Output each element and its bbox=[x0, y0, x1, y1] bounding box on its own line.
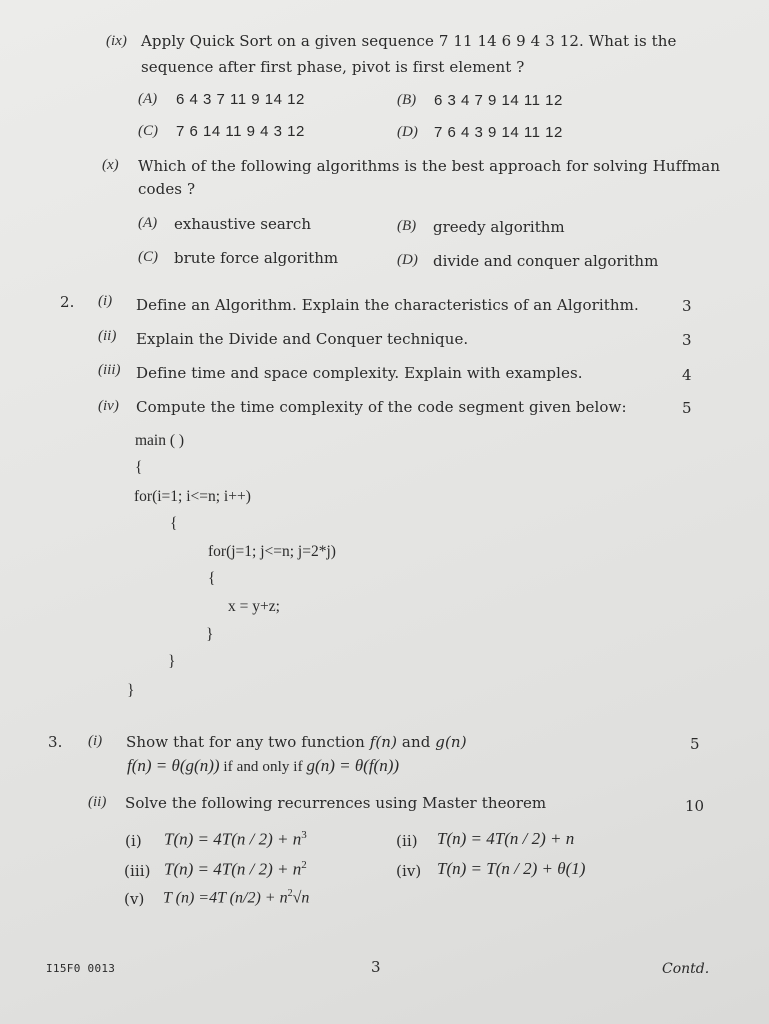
part-text: Define time and space complexity. Explain with examples. bbox=[136, 364, 583, 382]
marks: 3 bbox=[682, 297, 692, 315]
option-text: brute force algorithm bbox=[174, 249, 339, 267]
part-number: (ii) bbox=[88, 794, 107, 810]
option-text: 6 4 3 7 11 9 14 12 bbox=[176, 91, 305, 108]
function-g: g(n) bbox=[435, 733, 467, 751]
text: and bbox=[397, 733, 436, 751]
question-text-line: codes ? bbox=[138, 180, 196, 198]
option-label: (A) bbox=[138, 215, 158, 231]
page-number: 3 bbox=[371, 958, 381, 976]
code-line: for(i=1; i<=n; i++) bbox=[134, 488, 251, 505]
equation: T(n) = 4T(n / 2) + n bbox=[437, 829, 575, 848]
marks: 4 bbox=[682, 366, 692, 384]
text: Show that for any two function bbox=[126, 733, 370, 751]
part-text: Compute the time complexity of the code segment given below: bbox=[136, 398, 627, 416]
recurrence bbox=[164, 859, 307, 880]
code-line: } bbox=[168, 653, 176, 670]
option-label: (C) bbox=[138, 249, 158, 265]
option-label: (B) bbox=[397, 218, 417, 234]
question-number: (x) bbox=[102, 157, 119, 173]
option-label: (B) bbox=[397, 92, 417, 108]
option-label: (D) bbox=[397, 252, 418, 268]
code-line: for(j=1; j<=n; j=2*j) bbox=[208, 543, 336, 560]
option-text: 6 3 4 7 9 14 11 12 bbox=[434, 92, 563, 109]
code-line: { bbox=[208, 570, 216, 587]
part-number: (i) bbox=[88, 733, 103, 749]
marks: 5 bbox=[690, 735, 700, 753]
part-number: (iv) bbox=[98, 398, 119, 414]
option-text: exhaustive search bbox=[174, 215, 311, 233]
part-text: Define an Algorithm. Explain the characteristics of an Algorithm. bbox=[136, 296, 639, 314]
equation-left: f(n) = θ(g(n)) bbox=[127, 756, 220, 775]
equation: T (n) =4T (n/2) + n bbox=[163, 889, 288, 907]
exponent: 3 bbox=[301, 829, 307, 841]
recurrence bbox=[437, 859, 585, 879]
option-text: 7 6 4 3 9 14 11 12 bbox=[434, 124, 563, 141]
option-text: divide and conquer algorithm bbox=[433, 252, 659, 270]
option-label: (D) bbox=[397, 124, 418, 140]
paper-code: I15F0 0013 bbox=[46, 962, 116, 975]
question-number: (ix) bbox=[106, 33, 127, 49]
option-label: (A) bbox=[138, 91, 158, 107]
code-line: x = y+z; bbox=[228, 598, 280, 615]
question-number: 2. bbox=[60, 293, 75, 311]
option-label: (C) bbox=[138, 123, 158, 139]
part-number: (i) bbox=[98, 293, 113, 309]
marks: 5 bbox=[682, 399, 692, 417]
code-line: { bbox=[170, 515, 178, 532]
recurrence-number: (iii) bbox=[124, 862, 151, 880]
exponent: 2 bbox=[301, 859, 307, 871]
code-line: { bbox=[135, 459, 143, 476]
equation-right: g(n) = θ(f(n)) bbox=[306, 756, 400, 775]
part-text: Solve the following recurrences using Master theorem bbox=[125, 794, 547, 812]
recurrence-number: (v) bbox=[124, 890, 145, 908]
recurrence bbox=[163, 888, 309, 907]
part-number: (iii) bbox=[98, 362, 121, 378]
question-text-line: sequence after first phase, pivot is first element ? bbox=[141, 58, 525, 76]
equation: T(n) = T(n / 2) + θ(1) bbox=[437, 859, 586, 878]
marks: 3 bbox=[682, 331, 692, 349]
recurrence bbox=[164, 829, 307, 850]
continued-label: Contd. bbox=[662, 961, 710, 977]
question-text-line: Which of the following algorithms is the best approach for solving Huffman bbox=[138, 157, 721, 175]
option-text: 7 6 14 11 9 4 3 12 bbox=[176, 123, 305, 140]
question-text-line: Apply Quick Sort on a given sequence 7 11 14 6 9 4 3 12. What is the bbox=[141, 32, 677, 50]
code-line: } bbox=[127, 682, 135, 699]
part-text bbox=[126, 733, 467, 751]
marks: 10 bbox=[685, 797, 705, 815]
equation: T(n) = 4T(n / 2) + n bbox=[164, 829, 302, 849]
equation: T(n) = 4T(n / 2) + n bbox=[164, 859, 302, 879]
code-line: main ( ) bbox=[135, 432, 185, 449]
recurrence-number: (ii) bbox=[396, 832, 418, 850]
question-number: 3. bbox=[48, 733, 63, 751]
equation bbox=[127, 756, 399, 776]
code-line: } bbox=[206, 626, 214, 643]
recurrence-number: (iv) bbox=[396, 862, 422, 880]
option-text: greedy algorithm bbox=[433, 218, 565, 236]
exponent: 2 bbox=[287, 888, 293, 899]
recurrence-number: (i) bbox=[125, 832, 142, 850]
part-text: Explain the Divide and Conquer technique. bbox=[136, 330, 469, 348]
function-f: f(n) bbox=[369, 733, 398, 751]
recurrence bbox=[437, 829, 574, 849]
part-number: (ii) bbox=[98, 328, 117, 344]
text: if and only if bbox=[219, 759, 307, 775]
sqrt-term: √n bbox=[292, 889, 310, 907]
